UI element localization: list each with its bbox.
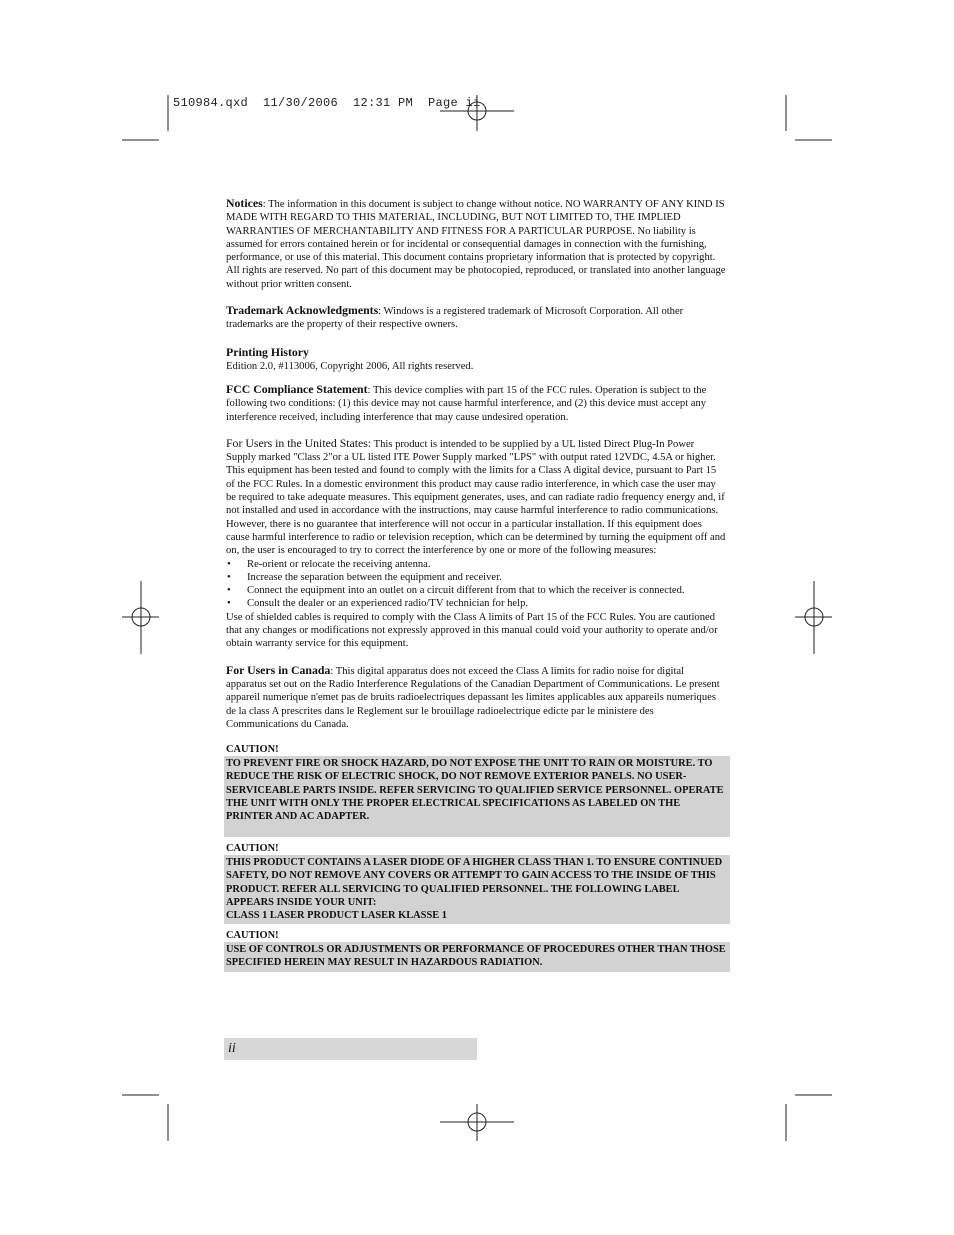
registration-mark-right bbox=[795, 581, 832, 654]
file-slug: 510984.qxd 11/30/2006 12:31 PM Page ii bbox=[173, 96, 481, 110]
registration-mark-left bbox=[122, 581, 159, 654]
printing-history-heading: Printing History bbox=[226, 344, 309, 359]
page-number: ii bbox=[228, 1041, 236, 1056]
fcc-section bbox=[226, 383, 726, 424]
registration-mark-bottom bbox=[440, 1104, 514, 1141]
measures-list bbox=[226, 558, 726, 611]
caution-text: TO PREVENT FIRE OR SHOCK HAZARD, DO NOT EXPOSE THE UNIT TO RAIN OR MOISTURE. TO REDUCE THE RISK OF ELECTRIC SHOCK, DO NOT REMOVE EXTERIOR PANELS. NO USER-SERVICEABLE PARTS INSIDE. REFER SERVICING TO QUALIFIED SERVICE PERSONNEL. OPERATE THE UNIT WITH ONLY THE PROPER ELECTRICAL SPECIFICATIONS AS LABELED ON THE PRINTER AND AC ADAPTER. bbox=[226, 758, 724, 822]
us-users-heading: For Users in the United States: bbox=[226, 435, 372, 450]
trademark-text: : Windows is a registered trademark of Microsoft Corporation. All other trademarks are the property of their respective owners. bbox=[226, 306, 684, 331]
list-item: • Increase the separation between the equipment and receiver. bbox=[247, 571, 726, 584]
caution-block-laser bbox=[226, 842, 726, 924]
caution-box bbox=[224, 942, 730, 971]
caution-block-fire bbox=[226, 743, 726, 837]
list-item: • Connect the equipment into an outlet on a circuit different from that to which the receiver is connected. bbox=[247, 584, 726, 597]
list-item: • Consult the dealer or an experienced radio/TV technician for help. bbox=[247, 597, 726, 610]
canada-section bbox=[226, 664, 726, 731]
printing-history-text: Edition 2.0, #113006, Copyright 2006, All rights reserved. bbox=[226, 360, 474, 372]
page-footer-bar bbox=[224, 1038, 477, 1060]
us-users-closing: Use of shielded cables is required to comply with the Class A limits of Part 15 of the FCC Rules. You are cautioned that any changes or modifications not expressly approved in this manual could void your authority to operate and/or obtain warranty service for this equipment. bbox=[226, 611, 718, 650]
list-item: • Re-orient or relocate the receiving antenna. bbox=[247, 558, 726, 571]
fcc-heading: FCC Compliance Statement bbox=[226, 381, 368, 396]
caution-block-radiation bbox=[226, 929, 726, 971]
trademark-section bbox=[226, 304, 726, 332]
caution-title: CAUTION! bbox=[226, 930, 279, 942]
caution-title: CAUTION! bbox=[226, 843, 279, 855]
legal-content bbox=[226, 197, 726, 984]
caution-text: CLASS 1 LASER PRODUCT LASER KLASSE 1 bbox=[226, 909, 447, 921]
caution-box bbox=[224, 855, 730, 924]
canada-text: : This digital apparatus does not exceed the Class A limits for radio noise for digital apparatus set out on the Radio Interference Regulations of the Canadian Department of Communications. Le present appareil numerique n'emet pas de bruits radioelectriques depassant les limites applicables aux appareils numeriques de la class A prescrites dans le Reglement sur le brouillage radioelectrique edicte par le ministere des Communications du Canada. bbox=[226, 665, 720, 730]
canada-heading: For Users in Canada bbox=[226, 662, 331, 677]
printing-history-section bbox=[226, 345, 726, 373]
caution-title: CAUTION! bbox=[226, 744, 279, 756]
caution-box bbox=[224, 756, 730, 837]
notices-section bbox=[226, 197, 726, 291]
notices-heading: Notices bbox=[226, 196, 263, 210]
notices-text: : The information in this document is subject to change without notice. NO WARRANTY OF ANY KIND IS MADE WITH REGARD TO THIS MATERIAL, INCLUDING, BUT NOT LIMITED TO, THE IMPLIED WARRANTIES OF MERCHANTABILITY AND FITNESS FOR A PARTICULAR PURPOSE. No liability is assumed for errors contained herein or for incidental or consequential damages in connection with the furnishing, performance, or use of this material. This document contains proprietary information that is protected by copyright. All rights are reserved. No part of this document may be photocopied, reproduced, or translated into another language without prior written consent. bbox=[226, 199, 726, 290]
us-users-section bbox=[226, 437, 726, 651]
caution-text: USE OF CONTROLS OR ADJUSTMENTS OR PERFORMANCE OF PROCEDURES OTHER THAN THOSE SPECIFIED HEREIN MAY RESULT IN HAZARDOUS RADIATION. bbox=[226, 944, 726, 969]
fcc-text: : This device complies with part 15 of the FCC rules. Operation is subject to the following two conditions: (1) this device may not cause harmful interference, and (2) this device must accept any interference received, including interference that may cause undesired operation. bbox=[226, 384, 707, 423]
us-users-text: This product is intended to be supplied by a UL listed Direct Plug-In Power Supply marked "Class 2"or a UL listed ITE Power Supply marked "LPS" with output rated 12VDC, 4.5A or higher. This equipment has been tested and found to comply with the limits for a Class A digital device, pursuant to Part 15 of the FCC Rules. In a domestic environment this product may cause radio interference, in which case the user may be required to take adequate measures. This equipment generates, uses, and can radiate radio frequency energy and, if not installed and used in accordance with the instructions, may cause harmful interference to radio communications. However, there is no guarantee that interference will not occur in a particular installation. If this equipment does cause harmful interference to radio or television reception, which can be determined by turning the equipment off and on, the user is encouraged to try to correct the interference by one or more of the following measures: bbox=[226, 438, 726, 557]
caution-text: THIS PRODUCT CONTAINS A LASER DIODE OF A HIGHER CLASS THAN 1. TO ENSURE CONTINUED SAFETY, DO NOT REMOVE ANY COVERS OR ATTEMPT TO GAIN ACCESS TO THE INSIDE OF THIS PRODUCT. REFER ALL SERVICING TO QUALIFIED PERSONNEL. THE FOLLOWING LABEL APPEARS INSIDE YOUR UNIT: bbox=[226, 857, 723, 908]
trademark-heading: Trademark Acknowledgments bbox=[226, 303, 379, 318]
